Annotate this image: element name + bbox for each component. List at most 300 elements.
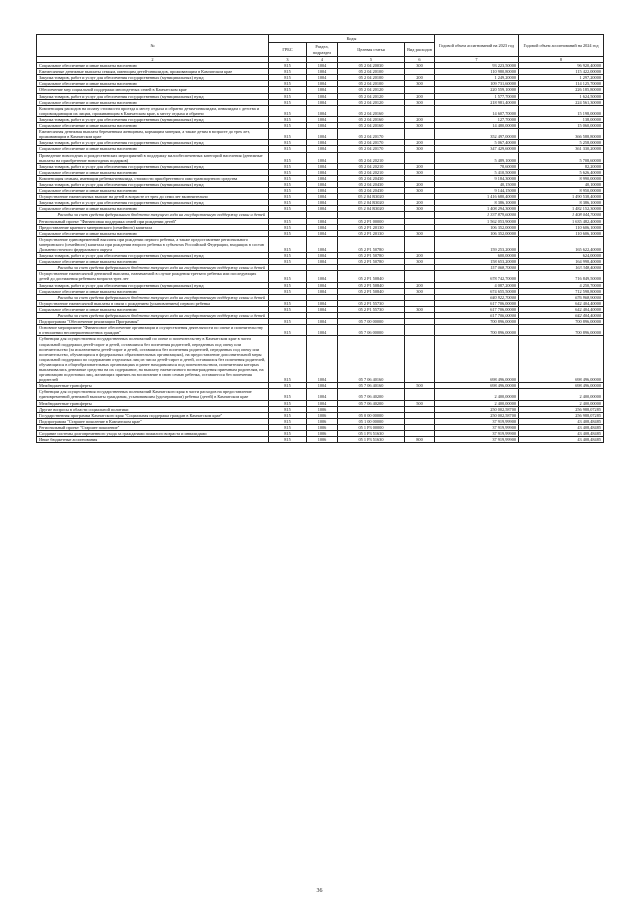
cell-target: 05 2 04 20120 — [338, 99, 405, 105]
cell-expense-type: 200 — [405, 116, 435, 122]
cell-name: Закупка товаров, работ и услуг для обеспечения государственных (муниципальных) нужд — [37, 93, 269, 99]
cell-expense-type: 200 — [405, 163, 435, 169]
cell-section: 1004 — [307, 288, 338, 294]
cell-grbs: 815 — [269, 188, 307, 194]
cell-amount-2023: 617 706,00000 — [435, 313, 519, 319]
cell-grbs: 815 — [269, 300, 307, 306]
cell-target: 05 7 06 40200 — [338, 400, 405, 406]
cell-grbs: 815 — [269, 69, 307, 75]
cell-grbs: 815 — [269, 206, 307, 212]
cell-amount-2023: 5 410,50000 — [435, 169, 519, 175]
cell-amount-2023: 110 980,80000 — [435, 69, 519, 75]
cell-amount-2024: 698 496,00000 — [519, 336, 604, 383]
cell-name: Осуществление ежемесячной выплаты в связи с рождением (усыновлением) первого ребенка — [37, 300, 269, 306]
cell-name: Региональный проект "Финансовая поддержка семей при рождении детей" — [37, 218, 269, 224]
cell-grbs: 815 — [269, 75, 307, 81]
cell-amount-2023: 5 067,40000 — [435, 140, 519, 146]
cell-section: 1004 — [307, 123, 338, 129]
cell-section: 1004 — [307, 69, 338, 75]
cell-amount-2023: 9 184,30000 — [435, 175, 519, 181]
cell-amount-2023: 1 416 680,40000 — [435, 194, 519, 200]
cell-name: Ежемесячные денежные выплаты семьям, имеющим детей-инвалидов, проживающим в Камчатском крае — [37, 69, 269, 75]
cell-name: Социальное обеспечение и иные выплаты населению — [37, 230, 269, 236]
cell-target: 05 1 P3 51630 — [338, 431, 405, 437]
cell-grbs: 815 — [269, 224, 307, 230]
cell-grbs: 815 — [269, 63, 307, 69]
cell-target: 05 2 04 20160 — [338, 105, 405, 116]
cell-amount-2024: 642 404,40000 — [519, 300, 604, 306]
cell-amount-2023: 106 352,00000 — [435, 224, 519, 230]
cell-section: 1006 — [307, 431, 338, 437]
cell-name: Расходы за счет средств федерального бюджета текущего года на государственную поддержку семьи и детей — [37, 212, 269, 218]
header-expense-type: Вид расходов — [405, 43, 435, 57]
cell-section: 1004 — [307, 169, 338, 175]
cell-amount-2023: 158 653,20000 — [435, 259, 519, 265]
cell-amount-2023: 159 253,20000 — [435, 236, 519, 252]
cell-amount-2023: 14 480,00000 — [435, 123, 519, 129]
cell-amount-2023: 250 002,58700 — [435, 406, 519, 412]
table-row — [37, 129, 604, 140]
cell-name: Основное мероприятие "Финансовое обеспечение организации и осуществления деятельности по опеке и попечительству в отношении несовершеннолетних граждан" — [37, 325, 269, 336]
cell-amount-2024: 82,20000 — [519, 163, 604, 169]
cell-grbs: 815 — [269, 319, 307, 325]
cell-grbs: 815 — [269, 123, 307, 129]
cell-amount-2023: 37 919,99900 — [435, 424, 519, 430]
cell-grbs: 815 — [269, 383, 307, 389]
cell-amount-2024: 43 408,48485 — [519, 431, 604, 437]
cell-amount-2024: 256 988,07285 — [519, 406, 604, 412]
cell-name: Субвенции для осуществления государственных полномочий по опеке и попечительству в Камчатском крае в части социальной поддержки детей-сирот и детей, оставшихся без попечения родителей, переданных под опеку или попечительство (за исключением детей-сирот и детей, оставшихся без попечения родителей, переданных под опеку или попечительство, обучающихся в федеральных образовательных организациях), на предоставление дополнительной меры социальной поддержки по содержанию отдельных лиц из числа детей-сирот и детей, оставшихся без попечения родителей, обучающихся в общеобразовательных организациях и ранее находившихся под попечительством, попечителям которых выплачивались денежные средства на их содержание, на выплату ежемесячного вознаграждения приемным родителям, на организацию подготовки лиц, желающих принять на воспитание в свою семью ребенка, оставшегося без попечения родителей — [37, 336, 269, 383]
cell-amount-2024: 165 622,40000 — [519, 236, 604, 252]
cell-amount-2024: 43 408,48485 — [519, 424, 604, 430]
cell-name: Закупка товаров, работ и услуг для обеспечения государственных (муниципальных) нужд — [37, 163, 269, 169]
cell-amount-2024: 114 125,70000 — [519, 81, 604, 87]
cell-target: 05 2 P1 20130 — [338, 224, 405, 230]
cell-grbs: 815 — [269, 230, 307, 236]
cell-section: 1004 — [307, 271, 338, 282]
cell-section: 1004 — [307, 129, 338, 140]
cell-amount-2024: 1 408 044,70000 — [519, 212, 604, 218]
cell-section: 1004 — [307, 75, 338, 81]
cell-grbs: 815 — [269, 140, 307, 146]
cell-grbs: 815 — [269, 200, 307, 206]
cell-amount-2024: 43 408,48485 — [519, 418, 604, 424]
cell-name: Социальное обеспечение и иные выплаты населению — [37, 81, 269, 87]
cell-name: Социальное обеспечение и иные выплаты населению — [37, 306, 269, 312]
cell-amount-2024: 642 404,40000 — [519, 313, 604, 319]
cell-name: Социальное обеспечение и иные выплаты населению — [37, 123, 269, 129]
cell-name: Расходы за счет средств федерального бюджета текущего года на государственную поддержку семьи и детей — [37, 294, 269, 300]
cell-amount-2023: 617 706,00000 — [435, 300, 519, 306]
cell-amount-2023: 1 577,70000 — [435, 93, 519, 99]
cell-expense-type: 800 — [405, 437, 435, 443]
cell-target: 05 2 04 20170 — [338, 140, 405, 146]
cell-target: 05 2 04 20210 — [338, 152, 405, 163]
cell-grbs: 815 — [269, 181, 307, 187]
cell-amount-2023: 1 408 294,30000 — [435, 206, 519, 212]
cell-amount-2023: 698 496,00000 — [435, 336, 519, 383]
header-year-2024: Годовой объем ассигнований на 2024 год — [519, 35, 604, 57]
cell-section: 1004 — [307, 336, 338, 383]
cell-amount-2024: 226 185,80000 — [519, 87, 604, 93]
cell-section: 1006 — [307, 406, 338, 412]
cell-expense-type: 200 — [405, 181, 435, 187]
table-row — [37, 389, 604, 400]
cell-grbs: 815 — [269, 194, 307, 200]
cell-amount-2024: 1 624,50000 — [519, 93, 604, 99]
cell-expense-type: 200 — [405, 253, 435, 259]
cell-target: 05 2 04 R3020 — [338, 206, 405, 212]
cell-section: 1004 — [307, 93, 338, 99]
cell-name: Предоставление краевого материнского (семейного) капитала — [37, 224, 269, 230]
cell-amount-2023: 5 489,10000 — [435, 152, 519, 163]
cell-expense-type: 300 — [405, 306, 435, 312]
cell-name: Подпрограмма "Старшее поколение в Камчатском крае" — [37, 418, 269, 424]
column-number: 3 — [269, 57, 307, 63]
cell-grbs: 815 — [269, 259, 307, 265]
cell-grbs: 815 — [269, 306, 307, 312]
cell-amount-2024: 40,10000 — [519, 181, 604, 187]
cell-amount-2023: 78,60000 — [435, 163, 519, 169]
cell-grbs: 815 — [269, 169, 307, 175]
cell-section: 1006 — [307, 437, 338, 443]
cell-amount-2024: 8 950,00000 — [519, 188, 604, 194]
cell-section: 1004 — [307, 200, 338, 206]
cell-amount-2023: 4 087,20000 — [435, 282, 519, 288]
cell-expense-type: 300 — [405, 123, 435, 129]
cell-target: 05 2 04 20430 — [338, 188, 405, 194]
table-row — [37, 105, 604, 116]
cell-section: 1006 — [307, 418, 338, 424]
column-number: 8 — [519, 57, 604, 63]
cell-grbs: 815 — [269, 406, 307, 412]
cell-name: Компенсация семьям, имеющим ребенка-инвалида, стоимости приобретенного ими транспортного средства — [37, 175, 269, 181]
cell-amount-2023: 8 386,10000 — [435, 200, 519, 206]
cell-target: 05 7 06 40160 — [338, 336, 405, 383]
cell-target: 05 2 04 20430 — [338, 175, 405, 181]
cell-name: Компенсация расходов на оплату стоимости проезда к месту отдыха и обратно детям-инвалидам, инвалидам с детства и сопровождающим их лицам, проживающим в Камчатском крае, к месту отдыха и обратно — [37, 105, 269, 116]
cell-section: 1004 — [307, 87, 338, 93]
cell-section: 1004 — [307, 400, 338, 406]
cell-amount-2024: 676 968,90000 — [519, 294, 604, 300]
cell-section: 1004 — [307, 282, 338, 288]
cell-amount-2023: 1 562 053,90000 — [435, 218, 519, 224]
cell-target: 05 2 P1 50840 — [338, 288, 405, 294]
cell-amount-2023: 700 896,00000 — [435, 319, 519, 325]
cell-section: 1004 — [307, 105, 338, 116]
cell-amount-2024: 712 598,80000 — [519, 288, 604, 294]
cell-target: 05 2 P1 55730 — [338, 300, 405, 306]
cell-name: Межбюджетные трансферты — [37, 383, 269, 389]
cell-target: 05 2 P1 55730 — [338, 306, 405, 312]
budget-table — [36, 34, 604, 443]
cell-target: 05 2 P1 50780 — [338, 259, 405, 265]
cell-section: 1004 — [307, 389, 338, 400]
cell-expense-type: 500 — [405, 400, 435, 406]
cell-section: 1004 — [307, 218, 338, 224]
cell-section: 1004 — [307, 81, 338, 87]
cell-amount-2023: 220 559,10000 — [435, 87, 519, 93]
cell-name: Закупка товаров, работ и услуг для обеспечения государственных (муниципальных) нужд — [37, 140, 269, 146]
cell-expense-type: 200 — [405, 200, 435, 206]
cell-target: 05 2 P1 50840 — [338, 271, 405, 282]
cell-name: Иные бюджетные ассигнования — [37, 437, 269, 443]
cell-name: Социальное обеспечение и иные выплаты населению — [37, 259, 269, 265]
cell-amount-2023: 678 742,70000 — [435, 271, 519, 282]
cell-amount-2024: 110 606,10000 — [519, 224, 604, 230]
cell-section: 1004 — [307, 383, 338, 389]
cell-amount-2024: 110 606,10000 — [519, 230, 604, 236]
cell-section: 1004 — [307, 194, 338, 200]
cell-name: Осуществление единовременной выплаты при рождении первого ребенка, а также предоставление регионального материнского (семейного) капитала при рождении второго ребенка в субъектах Российской Федерации, входящих в состав Дальневосточного федерального округа — [37, 236, 269, 252]
cell-target: 05 1 00 00000 — [338, 418, 405, 424]
cell-name: Социальное обеспечение и иные выплаты населению — [37, 188, 269, 194]
cell-name: Региональный проект "Старшее поколение" — [37, 424, 269, 430]
column-number: 5 — [338, 57, 405, 63]
cell-amount-2024: 1 297,20000 — [519, 75, 604, 81]
cell-expense-type: 200 — [405, 140, 435, 146]
cell-section: 1006 — [307, 424, 338, 430]
cell-amount-2023: 14 607,70000 — [435, 105, 519, 116]
cell-target: 05 2 04 20210 — [338, 169, 405, 175]
cell-target: 05 2 04 R3020 — [338, 200, 405, 206]
cell-target: 05 2 04 20430 — [338, 181, 405, 187]
cell-expense-type: 200 — [405, 282, 435, 288]
table-row — [37, 325, 604, 336]
cell-section: 1004 — [307, 181, 338, 187]
cell-amount-2023: 1 337 879,60000 — [435, 212, 519, 218]
cell-name: Осуществление ежемесячных выплат на детей в возрасте от трех до семи лет включительно — [37, 194, 269, 200]
cell-name: Социальное обеспечение и иные выплаты населению — [37, 288, 269, 294]
table-header — [37, 35, 604, 63]
column-number: 2 — [37, 57, 269, 63]
cell-section: 1004 — [307, 99, 338, 105]
cell-section: 1004 — [307, 152, 338, 163]
cell-grbs: 815 — [269, 325, 307, 336]
cell-amount-2024: 15 060,00000 — [519, 123, 604, 129]
column-number: 4 — [307, 57, 338, 63]
cell-expense-type — [405, 129, 435, 140]
cell-grbs: 815 — [269, 282, 307, 288]
cell-amount-2023: 352 497,00000 — [435, 129, 519, 140]
cell-amount-2024: 8 990,00000 — [519, 175, 604, 181]
cell-name: Закупка товаров, работ и услуг для обеспечения государственных (муниципальных) нужд — [37, 181, 269, 187]
cell-amount-2023: 617 706,00000 — [435, 306, 519, 312]
header-section: Раздел, подраздел — [307, 43, 338, 57]
cell-section: 1004 — [307, 236, 338, 252]
cell-target: 05 2 04 20160 — [338, 116, 405, 122]
cell-amount-2024: 15 198,00000 — [519, 105, 604, 116]
cell-grbs: 815 — [269, 105, 307, 116]
cell-expense-type: 300 — [405, 288, 435, 294]
cell-expense-type: 300 — [405, 259, 435, 265]
cell-section: 1004 — [307, 224, 338, 230]
cell-target: 05 7 06 00000 — [338, 325, 405, 336]
cell-amount-2024: 1 482 152,30000 — [519, 206, 604, 212]
cell-amount-2024: 700 896,00000 — [519, 325, 604, 336]
cell-name: Закупка товаров, работ и услуг для обеспечения государственных (муниципальных) нужд — [37, 116, 269, 122]
cell-amount-2023: 157 068,70000 — [435, 265, 519, 271]
cell-grbs: 815 — [269, 271, 307, 282]
cell-amount-2024: 2 400,00000 — [519, 400, 604, 406]
cell-target: 05 2 04 20030 — [338, 63, 405, 69]
table-row — [37, 336, 604, 383]
cell-target: 05 2 P1 00000 — [338, 218, 405, 224]
cell-expense-type — [405, 236, 435, 252]
cell-expense-type: 300 — [405, 206, 435, 212]
cell-grbs: 815 — [269, 418, 307, 424]
cell-grbs: 815 — [269, 175, 307, 181]
cell-name: Социальное обеспечение и иные выплаты населению — [37, 206, 269, 212]
table-row — [37, 236, 604, 252]
cell-amount-2023: 40,15000 — [435, 181, 519, 187]
cell-target: 05 7 06 40160 — [338, 383, 405, 389]
cell-name: Расходы за счет средств федерального бюджета текущего года на государственную поддержку семьи и детей — [37, 313, 269, 319]
cell-target: 05 2 04 20160 — [338, 123, 405, 129]
cell-amount-2024: 1 635 482,40000 — [519, 218, 604, 224]
cell-amount-2024: 700 896,00000 — [519, 319, 604, 325]
cell-grbs: 815 — [269, 253, 307, 259]
cell-amount-2024: 716 849,50000 — [519, 271, 604, 282]
cell-expense-type: 300 — [405, 146, 435, 152]
cell-name: Социальное обеспечение и иные выплаты населению — [37, 99, 269, 105]
cell-name: Осуществление ежемесячной денежной выплаты, назначаемой в случае рождения третьего ребенка или последующих детей до достижения ребенком возраста трех лет — [37, 271, 269, 282]
cell-section: 1004 — [307, 140, 338, 146]
cell-expense-type: 300 — [405, 169, 435, 175]
cell-target: 05 2 04 20210 — [338, 163, 405, 169]
cell-amount-2024: 224 561,30000 — [519, 99, 604, 105]
cell-section: 1004 — [307, 116, 338, 122]
cell-name: Социальное обеспечение и иные выплаты населению — [37, 63, 269, 69]
cell-section: 1004 — [307, 253, 338, 259]
cell-grbs: 815 — [269, 437, 307, 443]
cell-grbs: 815 — [269, 152, 307, 163]
cell-amount-2023: 218 981,40000 — [435, 99, 519, 105]
cell-amount-2024: 96 920,40000 — [519, 63, 604, 69]
cell-amount-2023: 1 249,20000 — [435, 75, 519, 81]
cell-grbs: 815 — [269, 336, 307, 383]
cell-amount-2023: 37 919,99900 — [435, 431, 519, 437]
cell-expense-type: 300 — [405, 81, 435, 87]
cell-section: 1004 — [307, 206, 338, 212]
cell-amount-2024: 642 404,40000 — [519, 306, 604, 312]
cell-amount-2023: 2 400,00000 — [435, 400, 519, 406]
cell-amount-2024: 43 408,48485 — [519, 437, 604, 443]
cell-grbs: 815 — [269, 146, 307, 152]
cell-amount-2023: 127,70000 — [435, 116, 519, 122]
cell-grbs: 815 — [269, 400, 307, 406]
cell-name: Проведение новогодних и рождественских мероприятий в поддержку малообеспеченных категорий населения (денежные выплаты на приобретение новогодних подарков) — [37, 152, 269, 163]
cell-grbs: 815 — [269, 81, 307, 87]
cell-amount-2023: 109 731,60000 — [435, 81, 519, 87]
cell-target: 05 2 04 20100 — [338, 69, 405, 75]
cell-grbs: 815 — [269, 389, 307, 400]
cell-expense-type — [405, 325, 435, 336]
cell-grbs: 815 — [269, 288, 307, 294]
cell-target: 05 2 04 20100 — [338, 75, 405, 81]
cell-amount-2024: 5 708,60000 — [519, 152, 604, 163]
cell-amount-2023: 9 144,15000 — [435, 188, 519, 194]
cell-amount-2024: 2 400,00000 — [519, 389, 604, 400]
cell-name: Государственная программа Камчатского края "Социальная поддержка граждан в Камчатском крае" — [37, 412, 269, 418]
cell-name: Межбюджетные трансферты — [37, 400, 269, 406]
page-number: 36 — [316, 888, 323, 894]
cell-target: 05 2 04 20100 — [338, 81, 405, 87]
cell-amount-2023: 640 922,70000 — [435, 294, 519, 300]
cell-section: 1004 — [307, 163, 338, 169]
cell-amount-2024: 698 496,00000 — [519, 383, 604, 389]
cell-amount-2023: 37 919,99900 — [435, 437, 519, 443]
cell-name: Закупка товаров, работ и услуг для обеспечения государственных (муниципальных) нужд — [37, 200, 269, 206]
cell-target: 05 2 P1 50780 — [338, 253, 405, 259]
cell-name: Субвенции для осуществления государственных полномочий Камчатского края в части расходов на предоставление единовременной денежной выплаты гражданам, усыновившим (удочерившим) ребенка (детей) в Камчатском крае — [37, 389, 269, 400]
cell-grbs: 815 — [269, 431, 307, 437]
cell-expense-type: 300 — [405, 63, 435, 69]
cell-target: 05 7 06 40200 — [338, 389, 405, 400]
cell-section: 1006 — [307, 412, 338, 418]
column-number: 7 — [435, 57, 519, 63]
cell-amount-2024: 256 988,07285 — [519, 412, 604, 418]
cell-grbs: 815 — [269, 93, 307, 99]
cell-section: 1004 — [307, 319, 338, 325]
cell-amount-2023: 347 429,60000 — [435, 146, 519, 152]
cell-name: Обеспечение мер социальной поддержки многодетных семей в Камчатском крае — [37, 87, 269, 93]
cell-grbs: 815 — [269, 99, 307, 105]
cell-section: 1004 — [307, 63, 338, 69]
header-grbs: ГРБС — [269, 43, 307, 57]
cell-grbs: 815 — [269, 412, 307, 418]
cell-amount-2024: 138,00000 — [519, 116, 604, 122]
cell-target: 05 1 P3 51630 — [338, 437, 405, 443]
cell-target: 05 2 P1 20130 — [338, 230, 405, 236]
cell-target: 05 2 04 20170 — [338, 146, 405, 152]
cell-expense-type: 300 — [405, 230, 435, 236]
cell-amount-2023: 698 496,00000 — [435, 383, 519, 389]
cell-grbs: 815 — [269, 129, 307, 140]
cell-expense-type: 300 — [405, 99, 435, 105]
cell-amount-2023: 106 352,00000 — [435, 230, 519, 236]
cell-grbs: 815 — [269, 87, 307, 93]
cell-amount-2024: 5 258,00000 — [519, 140, 604, 146]
header-target: Целевая статья — [338, 43, 405, 57]
cell-amount-2024: 624,00000 — [519, 253, 604, 259]
header-codes-group: Коды — [269, 35, 435, 43]
cell-expense-type: 200 — [405, 75, 435, 81]
table-row — [37, 271, 604, 282]
header-number: № — [37, 35, 269, 57]
cell-expense-type — [405, 336, 435, 383]
cell-amount-2023: 2 400,00000 — [435, 389, 519, 400]
cell-grbs: 815 — [269, 424, 307, 430]
header-year-2023: Годовой объем ассигнований на 2023 год — [435, 35, 519, 57]
cell-section: 1004 — [307, 259, 338, 265]
cell-grbs: 815 — [269, 218, 307, 224]
cell-name: Закупка товаров, работ и услуг для обеспечения государственных (муниципальных) нужд — [37, 253, 269, 259]
cell-name: Закупка товаров, работ и услуг для обеспечения государственных (муниципальных) нужд — [37, 282, 269, 288]
cell-grbs: 815 — [269, 236, 307, 252]
cell-target: 05 1 P3 00000 — [338, 424, 405, 430]
cell-expense-type — [405, 389, 435, 400]
cell-target: 05 2 P1 50780 — [338, 236, 405, 252]
cell-name: Ежемесячная денежная выплата беременным женщинам, кормящим матерям, а также детям в возрасте до трех лет, проживающим в Камчатском крае — [37, 129, 269, 140]
cell-section: 1004 — [307, 188, 338, 194]
cell-section: 1004 — [307, 230, 338, 236]
cell-name: Подпрограмма "Обеспечение реализации Программы" — [37, 319, 269, 325]
cell-target: 05 2 04 20170 — [338, 129, 405, 140]
cell-expense-type: 500 — [405, 383, 435, 389]
cell-amount-2023: 93 223,50000 — [435, 63, 519, 69]
cell-amount-2024: 1 490 538,40000 — [519, 194, 604, 200]
